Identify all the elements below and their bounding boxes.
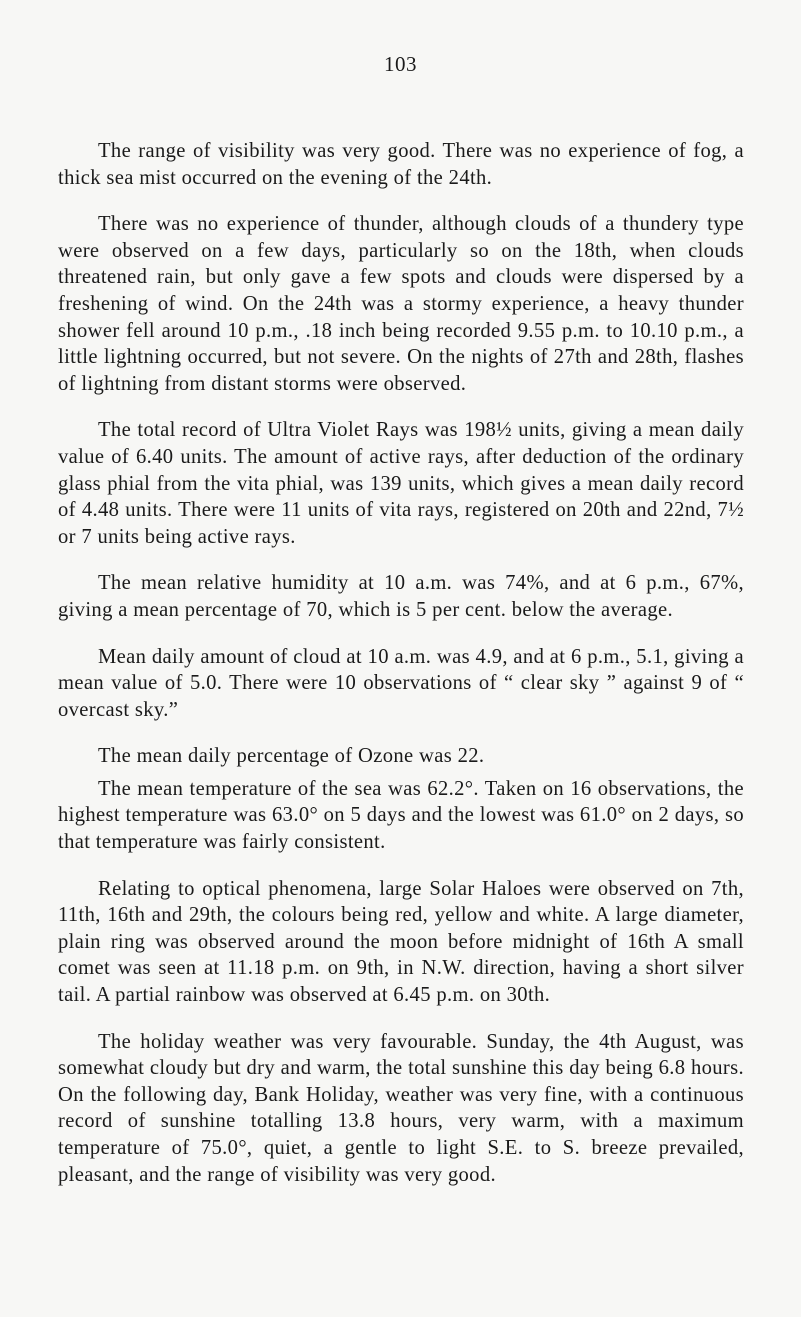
paragraph-optical-phenomena: Relating to optical phenomena, large Solar Haloes were observed on 7th, 11th, 16th and 29th, the colours being red, yellow and white. A large diameter, plain ring was observed around the moon before midnight of 16th A small comet was seen at 11.18 p.m. on 9th, in N.W. direction, having a short silver tail. A partial rainbow was observed at 6.45 p.m. on 30th. bbox=[58, 877, 744, 1007]
paragraph-cloud: Mean daily amount of cloud at 10 a.m. was 4.9, and at 6 p.m., 5.1, giving a mean value of 5.0. There were 10 observations of “ clear sky ” against 9 of “ overcast sky.” bbox=[58, 645, 744, 721]
paragraph-ultra-violet: The total record of Ultra Violet Rays was 198½ units, giving a mean daily value of 6.40 units. The amount of active rays, after deduction of the ordinary glass phial from the vita phial, was 139 units, which gives a mean daily record of 4.48 units. There were 11 units of vita rays, registered on 20th and 22nd, 7½ or 7 units being active rays. bbox=[58, 419, 744, 548]
paragraph-holiday-weather: The holiday weather was very favourable. Sunday, the 4th August, was somewhat cloudy but dry and warm, the total sunshine this day being 6.8 hours. On the following day, Bank Holiday, weather was very fine, with a continuous record of sunshine totalling 13.8 hours, very warm, with a maximum temperature of 75.0°, quiet, a gentle to light S.E. to S. breeze prevailed, pleasant, and the range of visibility was very good. bbox=[58, 1030, 744, 1186]
body-text bbox=[58, 138, 744, 1208]
paragraph-humidity: The mean relative humidity at 10 a.m. was 74%, and at 6 p.m., 67%, giving a mean percentage of 70, which is 5 per cent. below the average. bbox=[58, 572, 744, 621]
paragraph-sea-temperature: The mean temperature of the sea was 62.2°. Taken on 16 observations, the highest temperature was 63.0° on 5 days and the lowest was 61.0° on 2 days, so that temperature was fairly consistent. bbox=[58, 777, 744, 854]
paragraph-visibility: The range of visibility was very good. There was no experience of fog, a thick sea mist occurred on the evening of the 24th. bbox=[58, 140, 744, 189]
paragraph-thunder: There was no experience of thunder, although clouds of a thundery type were observed on a few days, particularly so on the 18th, when clouds threatened rain, but only gave a few spots and clouds were dispersed by a freshening of wind. On the 24th was a stormy experience, a heavy thunder shower fell around 10 p.m., .18 inch being recorded 9.55 p.m. to 10.10 p.m., a little lightning occurred, but not severe. On the nights of 27th and 28th, flashes of lightning from distant storms were observed. bbox=[58, 213, 744, 395]
page-number: 103 bbox=[384, 52, 417, 76]
paragraph-ozone: The mean daily percentage of Ozone was 22. bbox=[98, 745, 485, 768]
